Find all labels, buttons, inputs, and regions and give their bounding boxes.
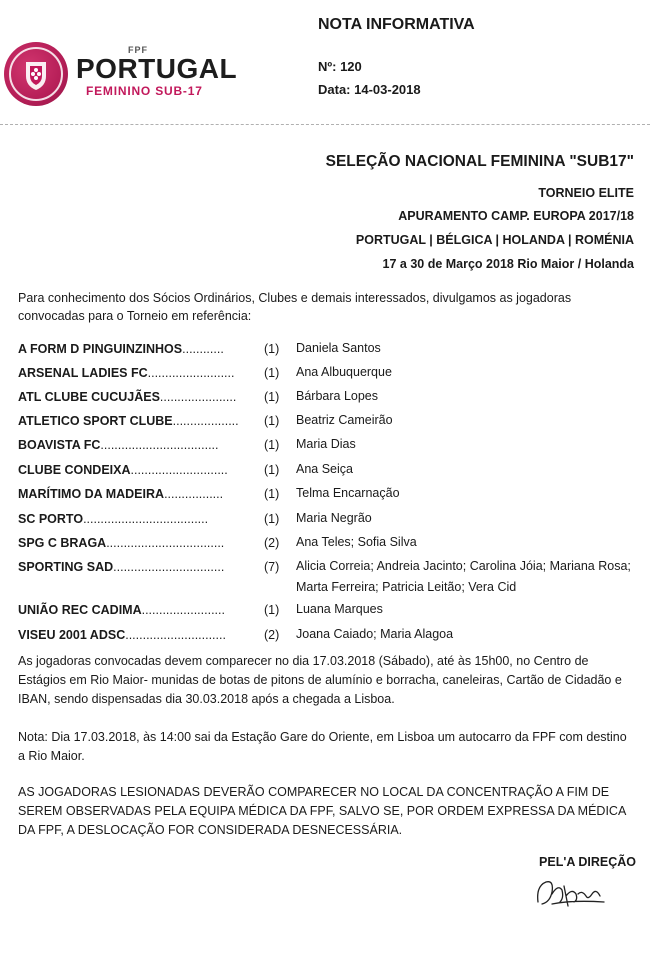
leader-dots: ................... bbox=[172, 414, 239, 428]
club-name bbox=[18, 624, 258, 646]
club-label: A FORM D PINGUINZINHOS bbox=[18, 342, 183, 356]
leader-dots: ...................... bbox=[159, 390, 237, 404]
club-name bbox=[18, 434, 258, 456]
club-name bbox=[18, 459, 258, 481]
player-names: Ana Teles; Sofia Silva bbox=[296, 535, 417, 549]
header-divider bbox=[0, 124, 650, 125]
heading-dates-venue: 17 a 30 de Março 2018 Rio Maior / Holanda bbox=[382, 257, 634, 271]
club-label: SC PORTO bbox=[18, 512, 84, 526]
player-names: Ana Seiça bbox=[296, 462, 353, 476]
club-name bbox=[18, 386, 258, 408]
club-name bbox=[18, 338, 258, 360]
leader-dots: .................................... bbox=[83, 512, 209, 526]
player-count: (2) bbox=[264, 536, 280, 550]
player-count: (2) bbox=[264, 628, 280, 642]
player-names: Joana Caiado; Maria Alagoa bbox=[296, 627, 454, 641]
leader-dots: .................................. bbox=[100, 438, 219, 452]
player-count: (1) bbox=[264, 603, 280, 617]
player-count: (1) bbox=[264, 512, 280, 526]
intro-paragraph: Para conhecimento dos Sócios Ordinários, Clubes e demais interessados, divulgamos as jogadoras convocadas para o Torneio em referência: bbox=[18, 291, 572, 323]
leader-dots: ................. bbox=[164, 487, 224, 501]
player-names: Daniela Santos bbox=[296, 341, 381, 355]
player-count: (1) bbox=[264, 342, 280, 356]
note-date: Data: 14-03-2018 bbox=[318, 82, 421, 97]
club-label: ATLETICO SPORT CLUBE bbox=[18, 414, 173, 428]
club-label: MARÍTIMO DA MADEIRA bbox=[18, 487, 165, 501]
heading-countries: PORTUGAL | BÉLGICA | HOLANDA | ROMÉNIA bbox=[355, 233, 634, 247]
club-name bbox=[18, 599, 258, 621]
club-label: ATL CLUBE CUCUJÃES bbox=[18, 390, 160, 404]
player-names: Bárbara Lopes bbox=[296, 389, 379, 403]
player-count: (1) bbox=[264, 390, 280, 404]
heading-tournament: TORNEIO ELITE bbox=[538, 186, 634, 200]
transport-note: Nota: Dia 17.03.2018, às 14:00 sai da Estação Gare do Oriente, em Lisboa um autocarro da FPF com destino a Rio Maior. bbox=[18, 730, 627, 763]
player-names: Maria Dias bbox=[296, 437, 356, 451]
player-count: (1) bbox=[264, 463, 280, 477]
club-name bbox=[18, 508, 258, 530]
note-number: Nº: 120 bbox=[318, 59, 362, 74]
player-count: (1) bbox=[264, 366, 280, 380]
club-name bbox=[18, 556, 258, 578]
club-name bbox=[18, 532, 258, 554]
player-names: Maria Negrão bbox=[296, 511, 372, 525]
instructions-paragraph: As jogadoras convocadas devem comparecer no dia 17.03.2018 (Sábado), até às 15h00, no Centro de Estágios em Rio Maior- munidas de botas de pitons de alumínio e borracha, caneleiras, Cartão de Cidadão e IBAN, sendo dispensadas dia 30.03.2018 após a chegada a Lisboa. bbox=[18, 654, 622, 706]
heading-team: SELEÇÃO NACIONAL FEMININA "SUB17" bbox=[325, 153, 634, 170]
logo-subtitle: FEMININO SUB-17 bbox=[86, 84, 203, 98]
handwritten-signature bbox=[532, 872, 612, 912]
signature-label: PEL'A DIREÇÃO bbox=[539, 855, 636, 869]
player-count: (1) bbox=[264, 438, 280, 452]
club-name bbox=[18, 362, 258, 384]
logo-fpf-text: FPF bbox=[128, 45, 148, 55]
fpf-shield-icon bbox=[4, 42, 68, 106]
injury-notice: AS JOGADORAS LESIONADAS DEVERÃO COMPARECER NO LOCAL DA CONCENTRAÇÃO A FIM DE SEREM OBSERVADAS PELA EQUIPA MÉDICA DA FPF, SALVO SE, POR ORDEM EXPRESSA DA MÉDICA DA FPF, A DESLOCAÇÃO FOR CONSIDERADA DESNECESSÁRIA. bbox=[18, 785, 626, 837]
leader-dots: .................................. bbox=[106, 536, 225, 550]
player-names: Alicia Correia; Andreia Jacinto; Carolina Jóia; Mariana Rosa; Marta Ferreira; Patricia Leitão; Vera Cid bbox=[296, 559, 631, 594]
leader-dots: ......................... bbox=[147, 366, 235, 380]
player-names: Luana Marques bbox=[296, 602, 383, 616]
heading-qualification: APURAMENTO CAMP. EUROPA 2017/18 bbox=[398, 209, 634, 223]
club-name bbox=[18, 410, 258, 432]
leader-dots: ............................. bbox=[125, 628, 226, 642]
player-names: Ana Albuquerque bbox=[296, 365, 392, 379]
fpf-portugal-logo bbox=[4, 40, 238, 112]
logo-portugal-text: PORTUGAL bbox=[76, 53, 238, 84]
leader-dots: ........................ bbox=[141, 603, 225, 617]
player-count: (1) bbox=[264, 487, 280, 501]
player-names: Beatriz Cameirão bbox=[296, 413, 393, 427]
player-count: (1) bbox=[264, 414, 280, 428]
note-title: NOTA INFORMATIVA bbox=[318, 16, 475, 33]
leader-dots: ............................ bbox=[130, 463, 228, 477]
club-name bbox=[18, 483, 258, 505]
club-label: UNIÃO REC CADIMA bbox=[18, 603, 142, 617]
club-label: VISEU 2001 ADSC bbox=[18, 628, 126, 642]
club-label: SPORTING SAD bbox=[18, 560, 114, 574]
club-label: SPG C BRAGA bbox=[18, 536, 107, 550]
leader-dots: ............ bbox=[182, 342, 224, 356]
leader-dots: ................................ bbox=[113, 560, 225, 574]
club-label: ARSENAL LADIES FC bbox=[18, 366, 148, 380]
club-label: CLUBE CONDEIXA bbox=[18, 463, 131, 477]
player-count: (7) bbox=[264, 560, 280, 574]
club-label: BOAVISTA FC bbox=[18, 438, 101, 452]
player-names: Telma Encarnação bbox=[296, 486, 400, 500]
